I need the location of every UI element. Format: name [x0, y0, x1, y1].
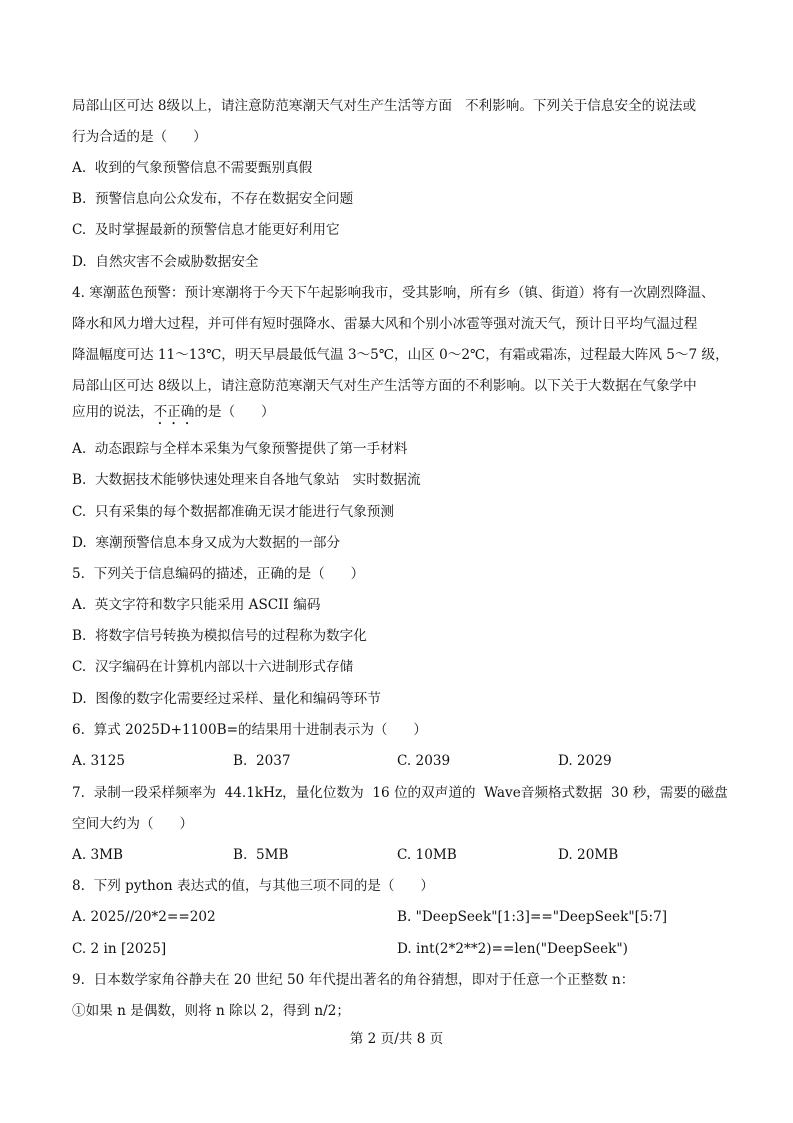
q3-option-d: D. 自然灾害不会威胁数据安全 [72, 254, 259, 270]
q7-stem-line1: 7. 录制一段采样频率为 44.1kHz，量化位数为 16 位的双声道的 Wave音频格式数据 30 秒，需要的磁盘 [72, 785, 728, 801]
q4-stem-line4: 局部山区可达 8级以上，请注意防范寒潮天气对生产生活等方面的不利影响。以下关于大数据在气象学中 [72, 378, 697, 394]
q4-stem-line2: 降水和风力增大过程，并可伴有短时强降水、雷暴大风和个别小冰雹等强对流天气，预计日平均气温过程 [72, 316, 698, 332]
q7-option-b: B. 5MB [233, 847, 289, 863]
q6-option-b: B. 2037 [233, 753, 291, 769]
q4-option-d: D. 寒潮预警信息本身又成为大数据的一部分 [72, 535, 341, 551]
q3-option-a: A. 收到的气象预警信息不需要甄别真假 [72, 160, 313, 176]
q7-option-d: D. 20MB [558, 847, 619, 863]
q4-emphasis-not-correct: 不正确 [153, 404, 195, 420]
q4-option-a: A. 动态跟踪与全样本采集为气象预警提供了第一手材料 [72, 441, 408, 457]
q4-stem-line3: 降温幅度可达 11～13℃，明天早晨最低气温 3～5℃，山区 0～2℃，有霜或霜冻，过程最大阵风 5～7 级， [72, 347, 729, 363]
q7-stem-line2: 空间大约为（ ） [72, 816, 194, 832]
q7-option-a: A. 3MB [72, 847, 124, 863]
q8-stem: 8. 下列 python 表达式的值，与其他三项不同的是（ ） [72, 878, 434, 894]
q6-option-c: C. 2039 [397, 753, 451, 769]
q8-option-c: C. 2 in [2025] [72, 941, 167, 957]
q3-option-b: B. 预警信息向公众发布，不存在数据安全问题 [72, 191, 354, 207]
q4-stem-line5-pre: 应用的说法， [72, 404, 154, 420]
q4-stem-line5-post: 的是（ ） [194, 404, 275, 420]
q5-option-b: B. 将数字信号转换为模拟信号的过程称为数字化 [72, 628, 367, 644]
q6-option-d: D. 2029 [558, 753, 612, 769]
q5-option-a: A. 英文字符和数字只能采用 ASCII 编码 [72, 597, 321, 613]
q3-option-c: C. 及时掌握最新的预警信息才能更好利用它 [72, 222, 340, 238]
q6-option-a: A. 3125 [72, 753, 126, 769]
q8-option-d: D. int(2*2**2)==len("DeepSeek") [397, 941, 628, 957]
q5-option-d: D. 图像的数字化需要经过采样、量化和编码等环节 [72, 691, 381, 707]
q3-stem-line1: 局部山区可达 8级以上，请注意防范寒潮天气对生产生活等方面 不利影响。下列关于信息安全的说法或 [72, 98, 697, 114]
q5-stem: 5. 下列关于信息编码的描述，正确的是（ ） [72, 566, 365, 582]
q4-stem-line5 [72, 403, 275, 428]
q5-option-c: C. 汉字编码在计算机内部以十六进制形式存储 [72, 659, 354, 675]
q7-option-c: C. 10MB [397, 847, 457, 863]
page-footer: 第 2 页/共 8 页 [349, 1031, 444, 1047]
q8-option-a: A. 2025//20*2==202 [72, 909, 216, 925]
q9-rule1: ①如果 n 是偶数，则将 n 除以 2，得到 n/2； [72, 1003, 350, 1019]
q8-option-b: B. "DeepSeek"[1:3]=="DeepSeek"[5:7] [397, 909, 668, 925]
q4-option-b: B. 大数据技术能够快速处理来自各地气象站 实时数据流 [72, 472, 421, 488]
q4-option-c: C. 只有采集的每个数据都准确无误才能进行气象预测 [72, 504, 394, 520]
q6-stem: 6. 算式 2025D+1100B=的结果用十进制表示为（ ） [72, 722, 428, 738]
q4-stem-line1: 4. 寒潮蓝色预警：预计寒潮将于今天下午起影响我市，受其影响，所有乡（镇、街道）将有一次剧烈降温、 [72, 285, 715, 301]
q3-stem-line2: 行为合适的是（ ） [72, 129, 207, 145]
q9-stem: 9. 日本数学家角谷静夫在 20 世纪 50 年代提出著名的角谷猜想，即对于任意一个正整数 n： [72, 972, 635, 988]
